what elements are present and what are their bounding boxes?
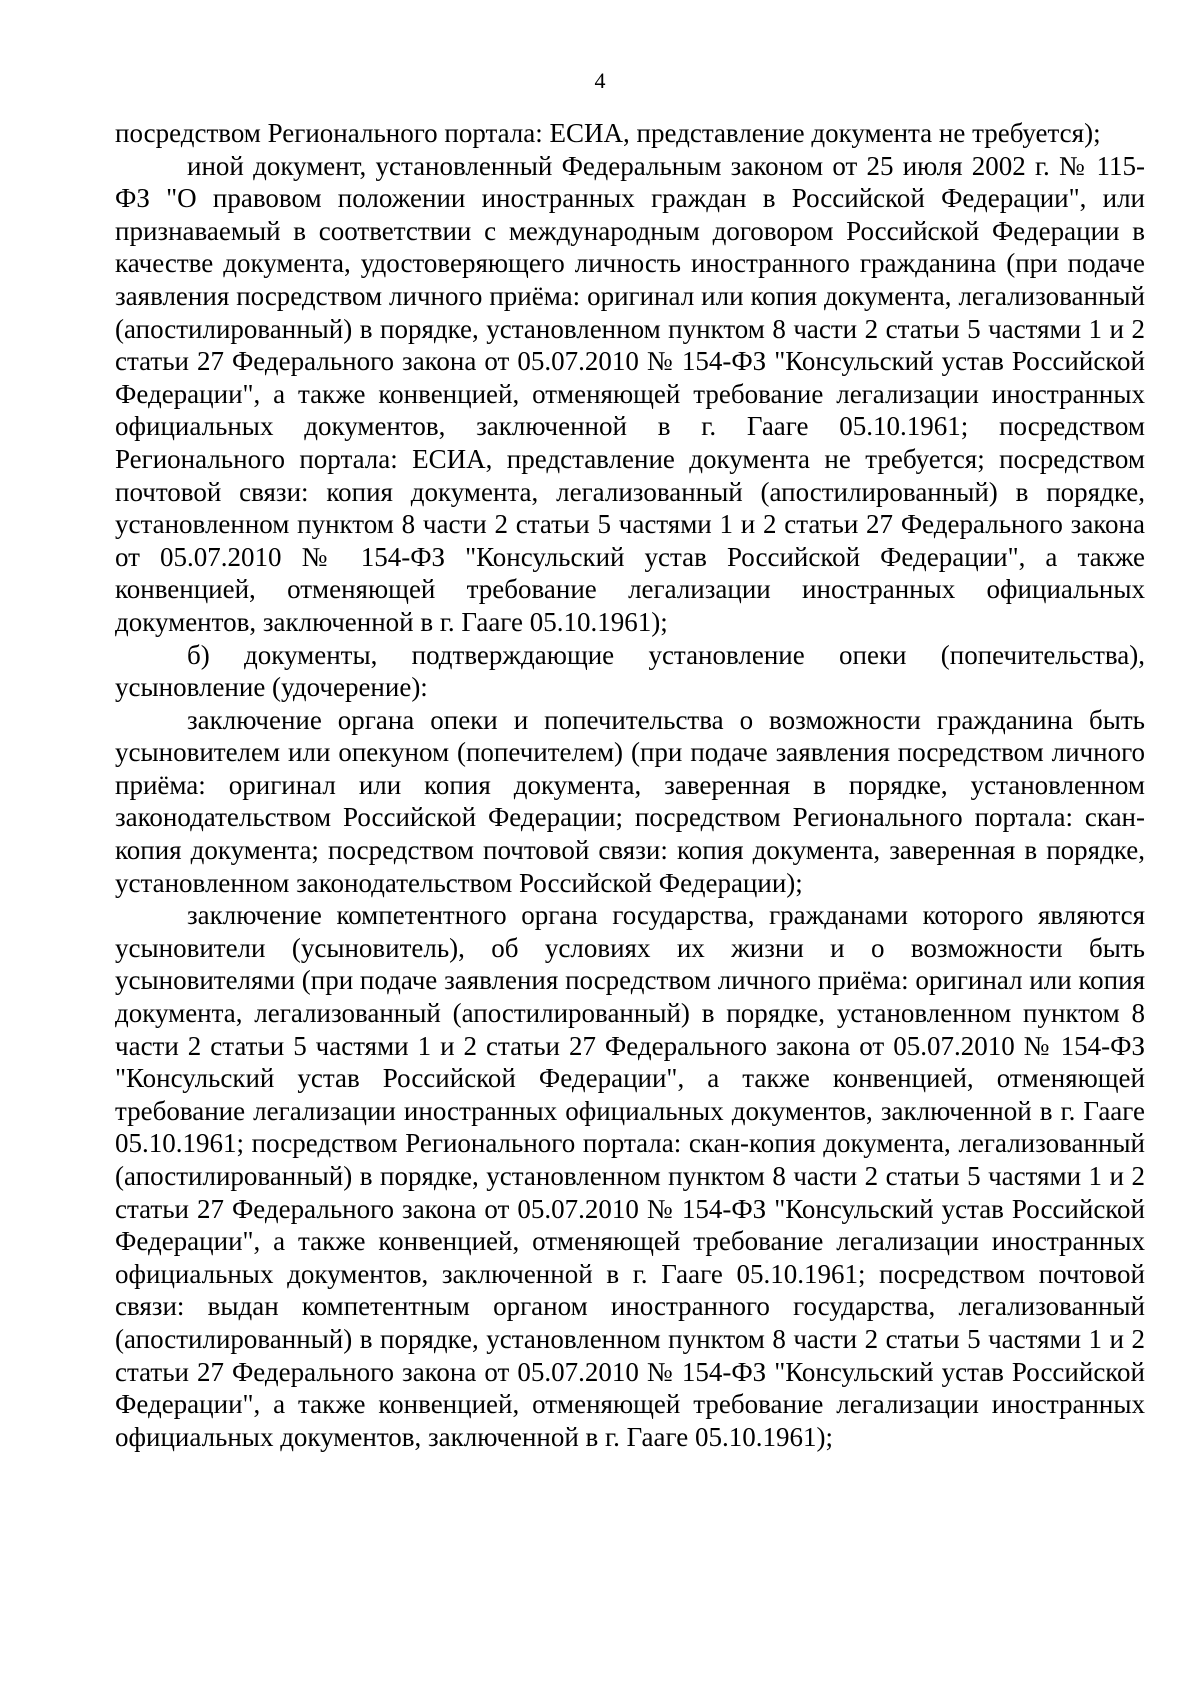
paragraph-other-document: иной документ, установленный Федеральным законом от 25 июля 2002 г. № 115-ФЗ "О правовом положении иностранных граждан в Российской Федерации", или признаваемый в соответствии с международным договором Российской Федерации в качестве документа, удостоверяющего личность иностранного гражданина (при подаче заявления посредством личного приёма: оригинал или копия документа, легализованный (апостилированный) в порядке, установленном пунктом 8 части 2 статьи 5 частями 1 и 2 статьи 27 Федерального закона от 05.07.2010 № 154-ФЗ "Консульский устав Российской Федерации", а также конвенцией, отменяющей требование легализации иностранных официальных документов, заключенной в г. Гааге 05.10.1961; посредством Регионального портала: ЕСИА, представление документа не требуется; посредством почтовой связи: копия документа, легализованный (апостилированный) в порядке, установленном пунктом 8 части 2 статьи 5 частями 1 и 2 статьи 27 Федерального закона от 05.07.2010 № 154-ФЗ "Консульский устав Российской Федерации", а также конвенцией, отменяющей требование легализации иностранных официальных документов, заключенной в г. Гааге 05.10.1961);: [115, 150, 1145, 637]
paragraph-item-b: б) документы, подтверждающие установление опеки (попечительства), усыновление (удочерение):: [115, 639, 1145, 703]
page-number: 4: [594, 68, 606, 93]
document-body: [115, 117, 1145, 1453]
paragraph-competent-authority-conclusion: заключение компетентного органа государства, гражданами которого являются усыновители (усыновитель), об условиях их жизни и о возможности быть усыновителями (при подаче заявления посредством личного приёма: оригинал или копия документа, легализованный (апостилированный) в порядке, установленном пунктом 8 части 2 статьи 5 частями 1 и 2 статьи 27 Федерального закона от 05.07.2010 № 154-ФЗ "Консульский устав Российской Федерации", а также конвенцией, отменяющей требование легализации иностранных официальных документов, заключенной в г. Гааге 05.10.1961; посредством Регионального портала: скан-копия документа, легализованный (апостилированный) в порядке, установленном пунктом 8 части 2 статьи 5 частями 1 и 2 статьи 27 Федерального закона от 05.07.2010 № 154-ФЗ "Консульский устав Российской Федерации", а также конвенцией, отменяющей требование легализации иностранных официальных документов, заключенной в г. Гааге 05.10.1961; посредством почтовой связи: выдан компетентным органом иностранного государства, легализованный (апостилированный) в порядке, установленном пунктом 8 части 2 статьи 5 частями 1 и 2 статьи 27 Федерального закона от 05.07.2010 № 154-ФЗ "Консульский устав Российской Федерации", а также конвенцией, отменяющей требование легализации иностранных официальных документов, заключенной в г. Гааге 05.10.1961);: [115, 900, 1145, 1452]
paragraph-continuation: посредством Регионального портала: ЕСИА, представление документа не требуется);: [115, 118, 1101, 148]
paragraph-guardianship-conclusion: заключение органа опеки и попечительства о возможности гражданина быть усыновителем или опекуном (попечителем) (при подаче заявления посредством личного приёма: оригинал или копия документа, заверенная в порядке, установленном законодательством Российской Федерации; посредством Регионального портала: скан-копия документа; посредством почтовой связи: копия документа, заверенная в порядке, установленном законодательством Российской Федерации);: [115, 704, 1145, 898]
